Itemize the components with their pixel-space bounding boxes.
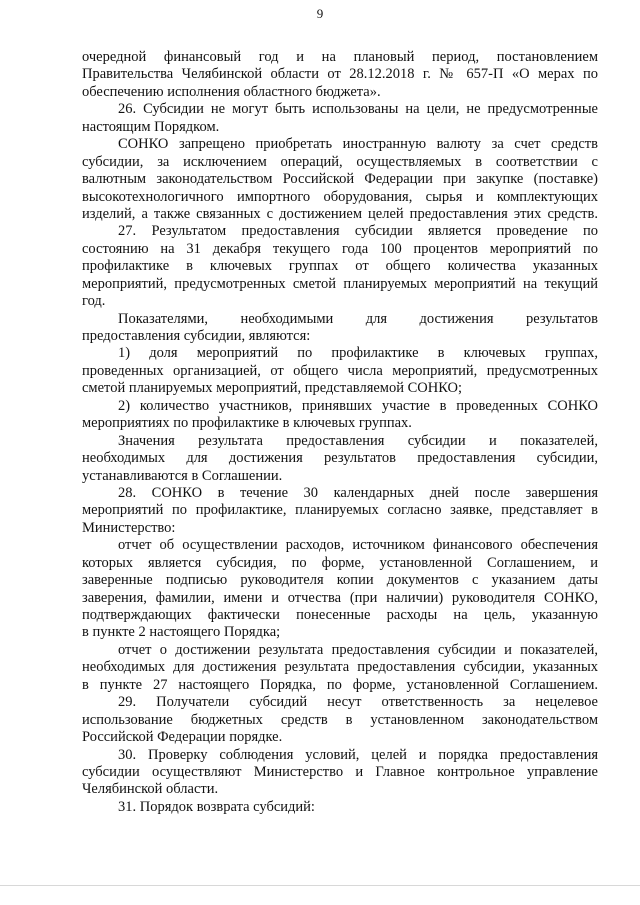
text-line: год.: [82, 293, 106, 310]
text-line: 1) доля мероприятий по профилактике в ключевых группах,: [118, 345, 598, 362]
text-line: которых является субсидия, по форме, установленной Соглашением, и: [82, 554, 598, 571]
text-line: состоянию на 31 декабря текущего года 100 процентов мероприятий по: [82, 240, 598, 257]
text-line: в пункте 27 настоящего Порядка, по форме, установленной Соглашением.: [82, 676, 598, 693]
document-body: [82, 49, 598, 816]
text-line: необходимых для достижения результата предоставления субсидии, указанных: [82, 659, 598, 676]
text-line: Правительства Челябинской области от 28.12.2018 г. № 657-П «О мерах по: [82, 66, 598, 83]
text-line: в пункте 2 настоящего Порядка;: [82, 624, 281, 641]
text-line: мероприятий по профилактике, планируемых согласно заявке, представляет в: [82, 502, 598, 519]
text-line: 30. Проверку соблюдения условий, целей и порядка предоставления: [118, 746, 598, 763]
text-line: настоящим Порядком.: [82, 118, 220, 135]
text-line: Челябинской области.: [82, 781, 219, 798]
text-line: профилактике в ключевых группах от общего количества указанных: [82, 258, 598, 275]
text-line: использование бюджетных средств в установленном законодательством: [82, 711, 598, 728]
text-line: подтверждающих фактически понесенные расходы на цель, указанную: [82, 607, 598, 623]
scan-edge-line: [0, 885, 640, 886]
text-line: субсидии, за исключением операций, осуществляемых в соответствии с: [82, 153, 598, 170]
text-line: 26. Субсидии не могут быть использованы на цели, не предусмотренные: [118, 101, 598, 118]
text-line: 28. СОНКО в течение 30 календарных дней после завершения: [118, 484, 598, 501]
text-line: заверения, фамилии, имени и отчества (при наличии) руководителя СОНКО,: [82, 589, 598, 606]
text-line: валютным законодательством Российской Федерации при закупке (поставке): [82, 171, 598, 188]
text-line: заверенные подписью руководителя копии документов с указанием даты: [82, 572, 598, 589]
text-line: высокотехнологичного импортного оборудования, сырья и комплектующих: [82, 188, 598, 205]
text-line: 29. Получатели субсидий несут ответственность за нецелевое: [118, 694, 598, 711]
text-line: 31. Порядок возврата субсидий:: [118, 798, 315, 815]
text-line: устанавливаются в Соглашении.: [82, 467, 283, 484]
text-line: отчет о достижении результата предоставления субсидии и показателей,: [118, 641, 598, 658]
text-line: 2) количество участников, принявших участие в проведенных СОНКО: [118, 397, 598, 414]
text-line: Показателями, необходимыми для достижения результатов: [118, 310, 598, 327]
text-line: Российской Федерации порядке.: [82, 729, 283, 746]
text-line: необходимых для достижения результатов предоставления субсидии,: [82, 450, 598, 467]
text-line: предоставления субсидии, являются:: [82, 328, 311, 344]
text-line: отчет об осуществлении расходов, источником финансового обеспечения: [118, 537, 598, 554]
text-line: очередной финансовый год и на плановый период, постановлением: [82, 49, 598, 65]
text-line: 27. Результатом предоставления субсидии является проведение по: [118, 223, 598, 240]
text-line: СОНКО запрещено приобретать иностранную валюту за счет средств: [118, 136, 598, 153]
text-line: субсидии осуществляют Министерство и Главное контрольное управление: [82, 763, 598, 780]
page-number: 9: [316, 6, 324, 21]
text-line: Значения результата предоставления субсидии и показателей,: [118, 432, 598, 449]
text-line: проведенных организацией, от общего числа мероприятий, предусмотренных: [82, 362, 598, 379]
text-line: мероприятиях по профилактике в ключевых группах.: [82, 415, 412, 432]
text-line: Министерство:: [82, 519, 176, 536]
text-line: изделий, а также связанных с достижением целей предоставления этих средств.: [82, 205, 598, 222]
text-line: сметой планируемых мероприятий, представляемой СОНКО;: [82, 380, 463, 397]
text-line: мероприятий, предусмотренных сметой планируемых мероприятий на текущий: [82, 275, 598, 292]
text-line: обеспечению исполнения областного бюджета».: [82, 83, 381, 100]
